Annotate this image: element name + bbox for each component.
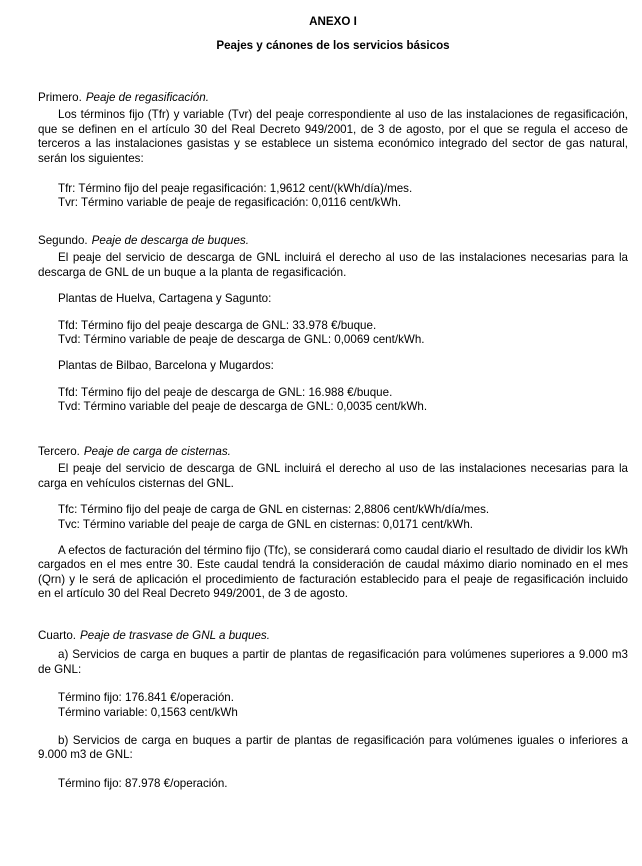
paragraph: b) Servicios de carga en buques a partir de plantas de regasificación para volúmenes iguales o inferiores a 9.000 m3 de GNL: (38, 734, 628, 762)
section-number: Primero. (38, 91, 82, 104)
tariff-line: Término variable: 0,1563 cent/kWh (58, 705, 238, 719)
paragraph: Los términos fijo (Tfr) y variable (Tvr) del peaje correspondiente al uso de las instalaciones de regasificación, que se definen en el artículo 30 del Real Decreto 949/2001, de 3 de agosto, por el que se regula el acceso de terceros a las instalaciones gasistas y se establece un sistema económico integrado del sector de gas natural, serán los siguientes: (38, 108, 628, 165)
group-label: Plantas de Huelva, Cartagena y Sagunto: (58, 292, 272, 306)
section-heading (38, 445, 628, 459)
tariff-line: Término fijo: 176.841 €/operación. (58, 691, 234, 705)
section-tercero (38, 445, 628, 602)
paragraph: a) Servicios de carga en buques a partir de plantas de regasificación para volúmenes superiores a 9.000 m3 de GNL: (38, 648, 628, 676)
tariff-line: Tvd: Término variable de peaje de descarga de GNL: 0,0069 cent/kWh. (58, 333, 425, 347)
section-name: Peaje de descarga de buques. (91, 234, 249, 247)
annex-subtitle: Peajes y cánones de los servicios básicos (216, 39, 450, 52)
tariff-line: Tfr: Término fijo del peaje regasificación: 1,9612 cent/(kWh/día)/mes. (58, 182, 413, 196)
section-number: Cuarto. (38, 629, 77, 642)
section-segundo (38, 234, 628, 415)
tariff-line: Tfc: Término fijo del peaje de carga de GNL en cisternas: 2,8806 cent/kWh/día/mes. (58, 503, 490, 517)
group-label: Plantas de Bilbao, Barcelona y Mugardos: (58, 359, 274, 373)
tariff-line: Tvc: Término variable del peaje de carga de GNL en cisternas: 0,0171 cent/kWh. (58, 517, 474, 531)
section-name: Peaje de carga de cisternas. (83, 445, 231, 458)
annex-title: ANEXO I (309, 15, 357, 28)
section-heading (38, 234, 628, 248)
tariff-line: Tvr: Término variable de peaje de regasificación: 0,0116 cent/kWh. (58, 196, 402, 210)
tariff-line: Tfd: Término fijo del peaje de descarga de GNL: 16.988 €/buque. (58, 385, 393, 399)
section-heading (38, 91, 628, 105)
section-cuarto (38, 629, 628, 791)
tariff-line: Tfd: Término fijo del peaje descarga de GNL: 33.978 €/buque. (58, 318, 377, 332)
section-name: Peaje de regasificación. (85, 91, 209, 104)
paragraph: El peaje del servicio de descarga de GNL incluirá el derecho al uso de las instalaciones necesarias para la descarga de GNL de un buque a la planta de regasificación. (38, 251, 628, 279)
section-number: Segundo. (38, 234, 88, 247)
paragraph: El peaje del servicio de descarga de GNL incluirá el derecho al uso de las instalaciones necesarias para la carga en vehículos cisternas del GNL. (38, 462, 628, 490)
tariff-line: Término fijo: 87.978 €/operación. (58, 776, 228, 790)
section-number: Tercero. (38, 445, 80, 458)
tariff-line: Tvd: Término variable del peaje de descarga de GNL: 0,0035 cent/kWh. (58, 400, 428, 414)
paragraph: A efectos de facturación del término fijo (Tfc), se considerará como caudal diario el resultado de dividir los kWh cargados en el mes entre 30. Este caudal tendrá la consideración de caudal máximo diario nominado en el mes (Qrn) y le será de aplicación el procedimiento de facturación establecido para el peaje de regasificación incluido en el artículo 30 del Real Decreto 949/2001, de 3 de agosto. (38, 544, 628, 601)
section-primero (38, 91, 628, 211)
section-heading (38, 629, 628, 643)
section-name: Peaje de trasvase de GNL a buques. (80, 629, 270, 642)
